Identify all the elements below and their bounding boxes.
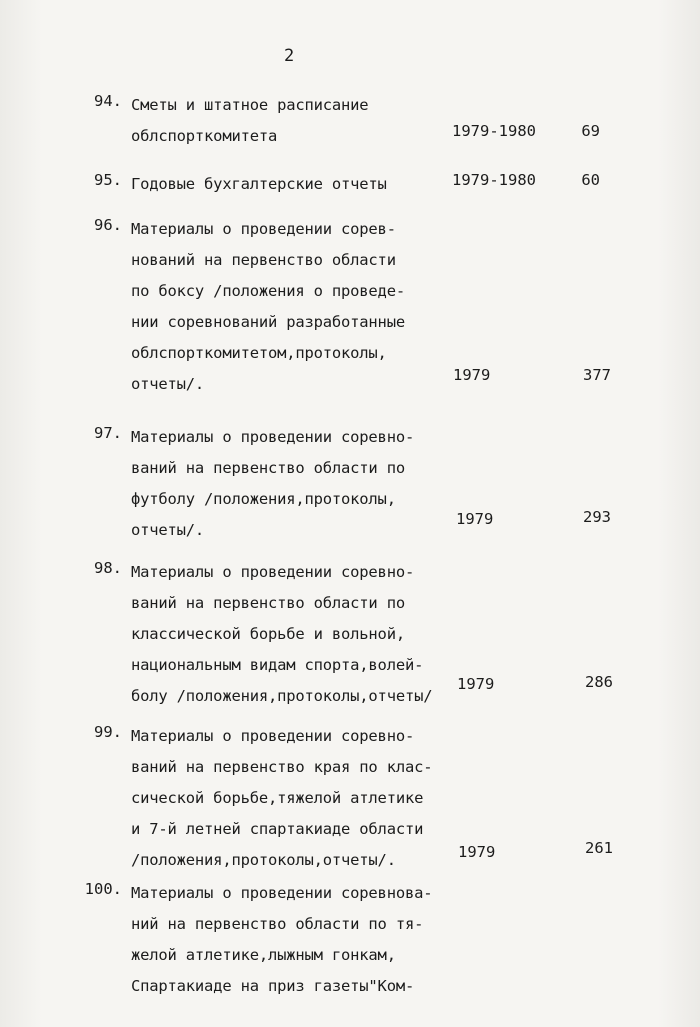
entry-line: Спартакиаде на приз газеты"Ком-: [131, 977, 415, 995]
entry-description: [131, 878, 451, 1002]
entry-line: национальным видам спорта,волей-: [131, 656, 424, 674]
entry-line: ний на первенство области по тя-: [131, 915, 424, 933]
entry-line: отчеты/.: [131, 375, 205, 393]
entry-description: [131, 422, 451, 546]
entry-number: 95.: [94, 171, 122, 189]
entry-line: /положения,протоколы,отчеты/.: [131, 851, 396, 869]
entry-line: классической борьбе и вольной,: [131, 625, 405, 643]
entry-count: 293: [583, 508, 611, 526]
entry-number: 94.: [94, 92, 122, 110]
entry-count: 69: [581, 122, 600, 140]
entry-years: 1979: [453, 366, 491, 384]
entry-number: 97.: [94, 424, 122, 442]
entry-line: облспорткомитетом,протоколы,: [131, 344, 387, 362]
entry-line: Сметы и штатное расписание: [131, 96, 369, 114]
entry-count: 60: [581, 171, 600, 189]
entry-count: 261: [585, 839, 613, 857]
entry-line: футболу /положения,протоколы,: [131, 490, 396, 508]
entry-line: по боксу /положения о проведе-: [131, 282, 405, 300]
entry-description: [131, 169, 451, 200]
entry-years: 1979-1980: [452, 171, 536, 189]
entry-line: ваний на первенство области по: [131, 459, 405, 477]
entry-years: 1979: [457, 675, 495, 693]
entry-description: [131, 721, 451, 876]
entry-number: 100.: [84, 880, 122, 898]
entry-description: [131, 214, 451, 400]
entry-line: Материалы о проведении соревно-: [131, 727, 415, 745]
entry-description: [131, 90, 451, 152]
entry-description: [131, 557, 451, 712]
entry-line: и 7-й летней спартакиаде области: [131, 820, 424, 838]
entry-line: болу /положения,протоколы,отчеты/: [131, 687, 433, 705]
entry-line: Материалы о проведении соревно-: [131, 563, 415, 581]
entry-line: Материалы о проведении сорев-: [131, 220, 396, 238]
entry-number: 96.: [94, 216, 122, 234]
entry-line: отчеты/.: [131, 521, 205, 539]
entry-line: нований на первенство области: [131, 251, 396, 269]
entry-years: 1979-1980: [452, 122, 536, 140]
entry-line: сической борьбе,тяжелой атлетике: [131, 789, 424, 807]
entry-line: ваний на первенство края по клас-: [131, 758, 433, 776]
entry-count: 377: [583, 366, 611, 384]
entry-years: 1979: [456, 510, 494, 528]
page-number: 2: [284, 46, 295, 66]
entry-line: Годовые бухгалтерские отчеты: [131, 175, 387, 193]
entry-line: нии соревнований разработанные: [131, 313, 405, 331]
entry-line: Материалы о проведении соревнова-: [131, 884, 433, 902]
entry-years: 1979: [458, 843, 496, 861]
entry-line: желой атлетике,лыжным гонкам,: [131, 946, 396, 964]
entry-number: 99.: [94, 723, 122, 741]
entry-line: облспорткомитета: [131, 127, 278, 145]
entry-line: ваний на первенство области по: [131, 594, 405, 612]
entry-number: 98.: [94, 559, 122, 577]
entry-count: 286: [585, 673, 613, 691]
entry-line: Материалы о проведении соревно-: [131, 428, 415, 446]
